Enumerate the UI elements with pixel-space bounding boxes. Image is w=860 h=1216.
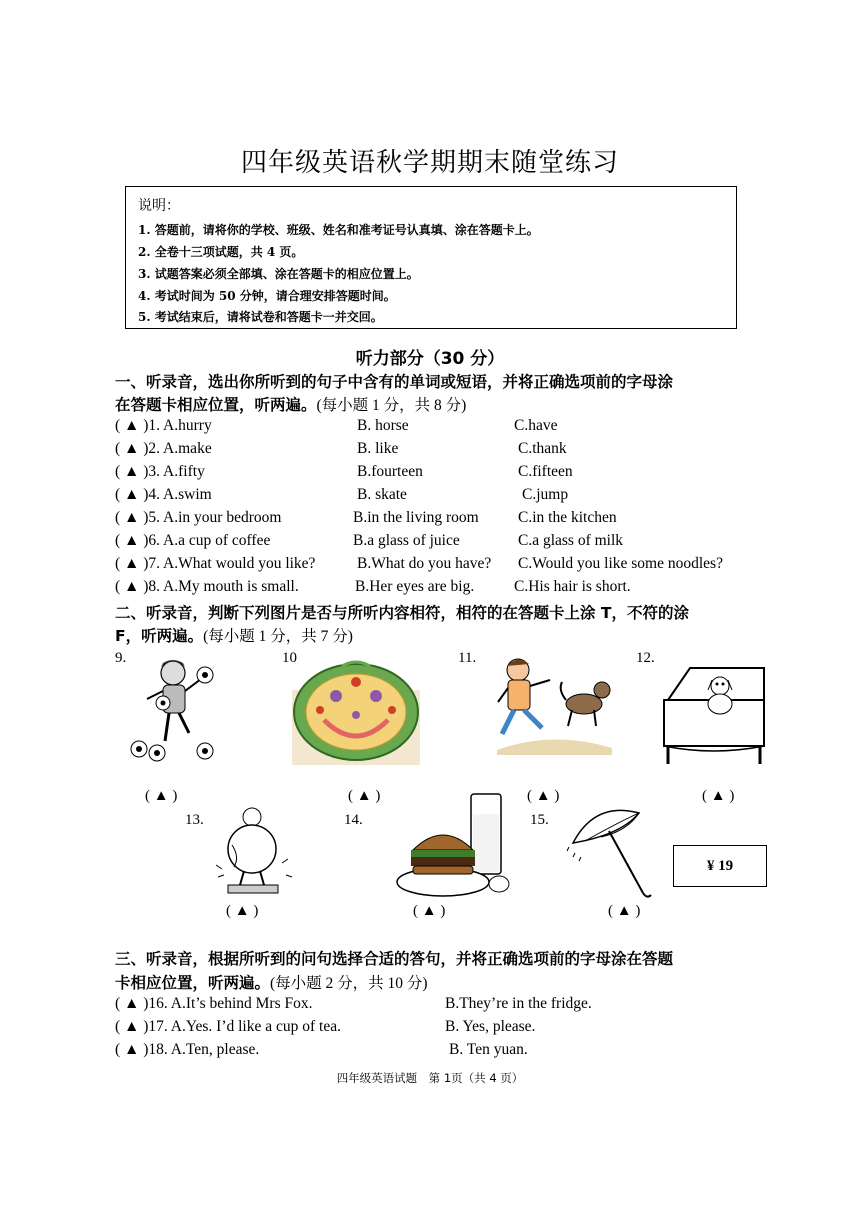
question-stem: ( ▲ )17. A.Yes. I’d like a cup of tea. (115, 1018, 341, 1035)
instruction-item: 3. 试题答案必须全部填、涂在答题卡的相应位置上。 (138, 267, 419, 281)
option-c: C.Would you like some noodles? (518, 555, 723, 572)
question-stem: ( ▲ )3. A.fifty (115, 463, 205, 480)
picture-number: 11. (458, 650, 477, 666)
picture-number: 10 (282, 650, 297, 666)
picture-number: 14. (344, 812, 363, 828)
option-b: B.fourteen (357, 463, 423, 480)
instruction-item: 4. 考试时间为 50 分钟，请合理安排答题时间。 (138, 289, 396, 303)
question-stem: ( ▲ )1. A.hurry (115, 417, 212, 434)
option-b: B.Her eyes are big. (355, 578, 475, 595)
option-b: B.in the living room (353, 509, 479, 526)
part3-points: (每小题 2 分，共 10 分) (270, 975, 428, 992)
listening-section-heading: 听力部分（30 分） (355, 349, 505, 369)
part1-points: (每小题 1 分，共 8 分) (316, 397, 467, 414)
answer-mark: ( ▲ ) (413, 903, 446, 919)
instruction-item: 1. 答题前，请将你的学校、班级、姓名和准考证号认真填、涂在答题卡上。 (138, 223, 539, 237)
question-stem: ( ▲ )4. A.swim (115, 486, 212, 503)
boy-football-picture (125, 655, 220, 765)
boy-dog-picture (492, 650, 617, 760)
option-c: C.a glass of milk (518, 532, 624, 549)
answer-mark: ( ▲ ) (702, 788, 735, 804)
question-stem: ( ▲ )18. A.Ten, please. (115, 1041, 260, 1058)
instruction-item: 5. 考试结束后，请将试卷和答题卡一并交回。 (138, 310, 383, 324)
part2-instruction-line2 (115, 624, 353, 646)
page-title: 四年级英语秋学期期末随堂练习 (240, 148, 619, 178)
instructions-heading: 说明： (138, 198, 180, 214)
page-footer: 四年级英语试题 第 1页（共 4 页） (336, 1071, 524, 1085)
option-b: B. Ten yuan. (449, 1041, 528, 1058)
part2-points: (每小题 1 分，共 7 分) (203, 628, 353, 645)
question-stem: ( ▲ )2. A.make (115, 440, 212, 457)
option-b: B. Yes, please. (445, 1018, 536, 1035)
question-stem: ( ▲ )6. A.a cup of coffee (115, 532, 271, 549)
question-stem: ( ▲ )7. A.What would you like? (115, 555, 316, 572)
option-c: C.thank (518, 440, 567, 457)
option-b: B. horse (357, 417, 409, 434)
question-stem: ( ▲ )5. A.in your bedroom (115, 509, 282, 526)
picture-number: 15. (530, 812, 549, 828)
man-on-scale-picture (210, 805, 300, 900)
question-stem: ( ▲ )8. A.My mouth is small. (115, 578, 299, 595)
pizza-picture (292, 660, 420, 765)
picture-number: 12. (636, 650, 655, 666)
answer-mark: ( ▲ ) (527, 788, 560, 804)
question-stem: ( ▲ )16. A.It’s behind Mrs Fox. (115, 995, 313, 1012)
option-b: B.What do you have? (357, 555, 492, 572)
answer-mark: ( ▲ ) (608, 903, 641, 919)
part3-instruction-text: 卡相应位置，听两遍。 (115, 974, 271, 992)
part2-instruction-text: F，听两遍。 (115, 627, 204, 645)
option-c: C.fifteen (518, 463, 573, 480)
part1-instruction-text: 在答题卡相应位置，听两遍。 (115, 396, 317, 414)
instruction-item: 2. 全卷十三项试题，共 4 页。 (138, 245, 304, 259)
option-b: B.They’re in the fridge. (445, 995, 592, 1012)
picture-number: 9. (115, 650, 127, 666)
option-c: C.jump (522, 486, 569, 503)
part1-instruction-line1: 一、听录音，选出你所听到的句子中含有的单词或短语，并将正确选项前的字母涂 (115, 373, 674, 391)
answer-mark: ( ▲ ) (145, 788, 178, 804)
option-b: B.a glass of juice (353, 532, 460, 549)
part1-instruction-line2 (115, 393, 466, 415)
burger-drink-picture (395, 790, 520, 900)
answer-mark: ( ▲ ) (348, 788, 381, 804)
dog-on-bed-picture (660, 660, 770, 770)
instructions-box (125, 186, 737, 329)
part2-instruction-line1: 二、听录音，判断下列图片是否与所听内容相符，相符的在答题卡上涂 T，不符的涂 (115, 604, 689, 622)
part3-instruction-line1: 三、听录音，根据所听到的问句选择合适的答句，并将正确选项前的字母涂在答题 (115, 950, 674, 968)
option-b: B. like (357, 440, 399, 457)
part3-instruction-line2 (115, 971, 428, 993)
answer-mark: ( ▲ ) (226, 903, 259, 919)
option-c: C.have (514, 417, 558, 434)
price-tag: ¥ 19 (673, 845, 767, 887)
umbrella-picture (565, 805, 665, 900)
option-c: C.in the kitchen (518, 509, 617, 526)
picture-number: 13. (185, 812, 204, 828)
option-b: B. skate (357, 486, 407, 503)
option-c: C.His hair is short. (514, 578, 631, 595)
